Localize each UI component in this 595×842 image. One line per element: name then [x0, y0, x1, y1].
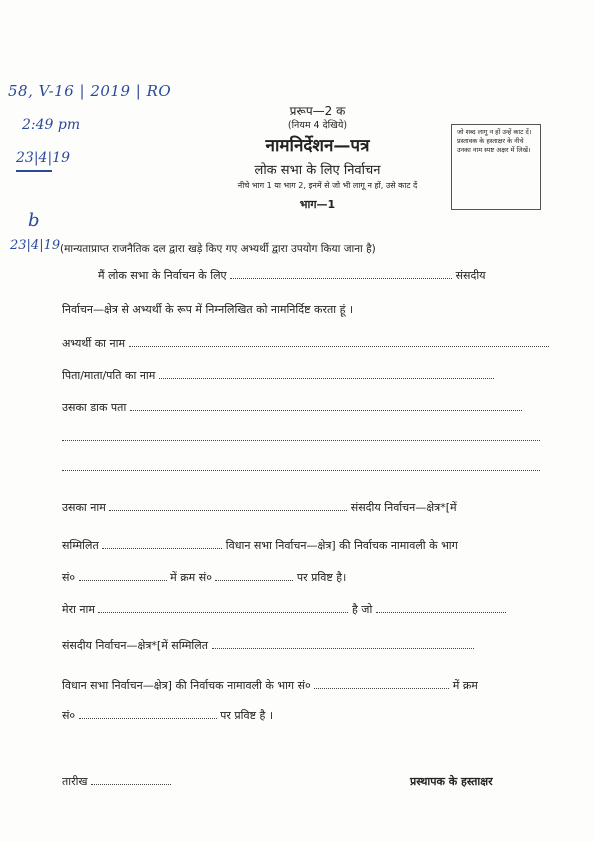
date-label: तारीख — [62, 775, 88, 788]
address-continuation-1 — [62, 430, 540, 444]
entry-suffix: पर प्रविष्ट है। — [296, 571, 347, 584]
line-1-suffix: संसदीय — [455, 269, 486, 282]
date-field[interactable] — [91, 774, 171, 785]
address-continuation-2 — [62, 460, 540, 474]
constituency-name-field[interactable] — [230, 268, 452, 279]
proposer-name-label: उसका नाम — [62, 501, 106, 514]
my-name-field-2[interactable] — [376, 602, 506, 613]
postal-address-row — [62, 400, 522, 415]
serial-number-label: में क्रम सं० — [170, 571, 212, 584]
serial-number-field[interactable] — [215, 570, 293, 581]
my-entry-suffix: पर प्रविष्ट है । — [220, 709, 274, 722]
handwritten-initial: b — [28, 210, 40, 231]
usage-note: (मान्यताप्राप्त राजनैतिक दल द्वारा खड़े किए गए अभ्यर्थी द्वारा उपयोग किया जाना है) — [60, 243, 376, 255]
line-1 — [98, 268, 486, 283]
my-serial-label: में क्रम — [452, 679, 478, 692]
my-entry-label: सं० — [62, 709, 76, 722]
assembly-label-a: सम्मिलित — [62, 539, 99, 552]
handwritten-reference: 58, V-16 | 2019 | RO — [8, 82, 172, 100]
date-row — [62, 774, 171, 789]
page-subtitle: लोक सभा के लिए निर्वाचन — [254, 163, 381, 178]
candidate-name-row — [62, 336, 549, 351]
page-title: नामनिर्देशन—पत्र — [265, 136, 370, 156]
form-number: प्ररूप—2 क — [289, 104, 346, 118]
proposer-constituency-label: संसदीय निर्वाचन—क्षेत्र*[में — [350, 501, 457, 514]
my-constituency-field[interactable] — [212, 638, 474, 649]
handwritten-date-2: 23|4|19 — [10, 238, 61, 253]
my-serial-field[interactable] — [79, 708, 217, 719]
part-number-field[interactable] — [79, 570, 167, 581]
instruction-note: नीचे भाग 1 या भाग 2, इनमें से जो भी लागू न हों, उसे काट दें — [237, 181, 418, 190]
candidate-name-label: अभ्यर्थी का नाम — [62, 337, 126, 350]
my-name-field[interactable] — [98, 602, 348, 613]
part-heading: भाग—1 — [299, 198, 336, 211]
postal-address-label: उसका डाक पता — [62, 401, 127, 414]
my-constituency-label: संसदीय निर्वाचन—क्षेत्र*[में सम्मिलित — [62, 639, 209, 652]
postal-address-field-3[interactable] — [62, 460, 540, 471]
my-name-row — [62, 602, 506, 617]
my-constituency-row — [62, 638, 474, 653]
instruction-box: जो शब्द लागू न हों उन्हें काट दें। प्रस्तावक के हस्ताक्षर के नीचे उनका नाम स्पष्ट अक्षर में लिखें। — [451, 124, 541, 210]
my-part-number-field[interactable] — [314, 678, 449, 689]
relation-name-row — [62, 368, 494, 383]
my-name-suffix: है जो — [351, 603, 373, 616]
handwritten-time: 2:49 pm — [22, 117, 81, 133]
postal-address-field[interactable] — [130, 400, 522, 411]
assembly-row — [62, 538, 458, 553]
line-1-label: मैं लोक सभा के निर्वाचन के लिए — [98, 269, 227, 282]
proposer-name-row — [62, 500, 457, 515]
relation-name-field[interactable] — [159, 368, 494, 379]
my-entry-row — [62, 708, 273, 723]
handwritten-date-1: 23|4|19 — [16, 150, 70, 166]
candidate-name-field[interactable] — [129, 336, 549, 347]
part-number-row — [62, 570, 346, 585]
relation-name-label: पिता/माता/पति का नाम — [62, 369, 156, 382]
part-number-label: सं० — [62, 571, 76, 584]
my-assembly-row — [62, 678, 478, 693]
my-assembly-label: विधान सभा निर्वाचन—क्षेत्र] की निर्वाचक नामावली के भाग सं० — [62, 679, 311, 692]
proposer-signature-label: प्रस्थापक के हस्ताक्षर — [410, 775, 493, 788]
assembly-name-field[interactable] — [102, 538, 222, 549]
proposer-name-field[interactable] — [109, 500, 347, 511]
my-name-label: मेरा नाम — [62, 603, 95, 616]
rule-reference: (नियम 4 देखिये) — [287, 120, 348, 131]
postal-address-field-2[interactable] — [62, 430, 540, 441]
assembly-label-b: विधान सभा निर्वाचन—क्षेत्र] की निर्वाचक नामावली के भाग — [225, 539, 458, 552]
line-2: निर्वाचन—क्षेत्र से अभ्यर्थी के रूप में निम्नलिखित को नामनिर्दिष्ट करता हूं । — [62, 303, 354, 316]
